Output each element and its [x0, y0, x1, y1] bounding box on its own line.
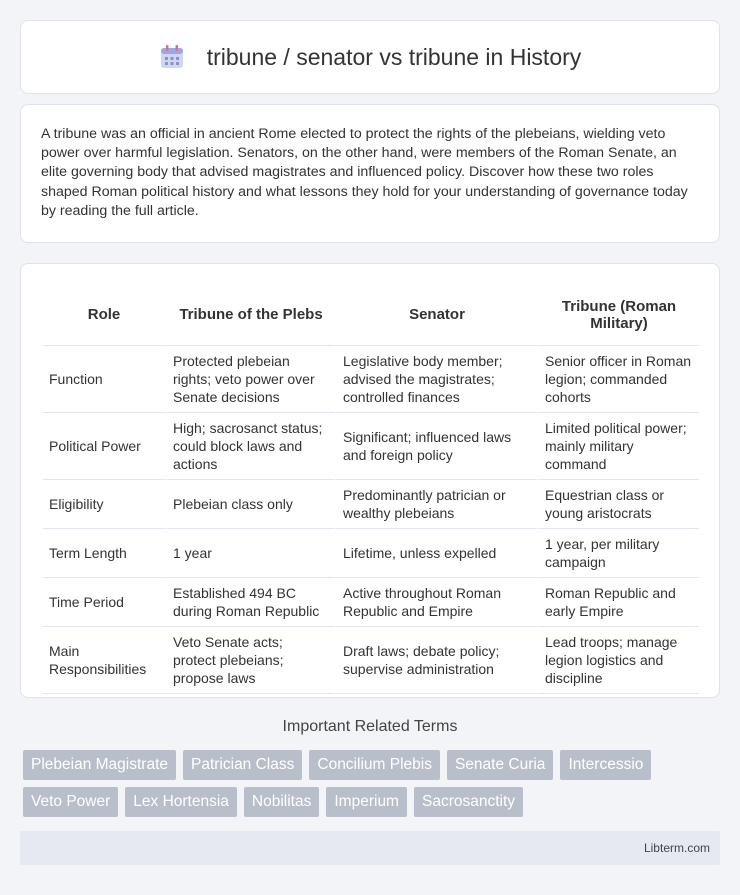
table-row [43, 627, 699, 694]
column-header: Role [43, 284, 165, 346]
related-term-tag[interactable]: Patrician Class [183, 750, 302, 780]
row-label: Time Period [43, 578, 165, 627]
footer [20, 831, 720, 865]
related-term-tag[interactable]: Plebeian Magistrate [23, 750, 176, 780]
table-cell: Equestrian class or young aristocrats [537, 480, 699, 529]
related-term-tag[interactable]: Concilium Plebis [309, 750, 440, 780]
page-title: tribune / senator vs tribune in History [206, 43, 582, 70]
table-cell: Lead troops; manage legion logistics and discipline [537, 627, 699, 694]
table-row [43, 529, 699, 578]
related-term-tag[interactable]: Imperium [326, 787, 407, 817]
column-header: Senator [335, 284, 537, 346]
comparison-table-card [20, 263, 720, 698]
table-cell: Limited political power; mainly military command [537, 413, 699, 480]
table-cell: Protected plebeian rights; veto power over Senate decisions [165, 346, 335, 413]
table-cell: Roman Republic and early Empire [537, 578, 699, 627]
table-cell: Legislative body member; advised the magistrates; controlled finances [335, 346, 537, 413]
table-row [43, 480, 699, 529]
column-header: Tribune (Roman Military) [537, 284, 699, 346]
table-cell: Established 494 BC during Roman Republic [165, 578, 335, 627]
table-cell: Lifetime, unless expelled [335, 529, 537, 578]
related-term-tag[interactable]: Sacrosanctity [414, 787, 523, 817]
row-label: Political Power [43, 413, 165, 480]
table-header-row [43, 284, 699, 346]
related-term-tag[interactable]: Veto Power [23, 787, 118, 817]
related-terms-title: Important Related Terms [282, 718, 458, 735]
table-cell: Active throughout Roman Republic and Empire [335, 578, 537, 627]
table-row [43, 346, 699, 413]
table-cell: Predominantly patrician or wealthy plebeians [335, 480, 537, 529]
header-card [20, 20, 720, 94]
table-row [43, 578, 699, 627]
related-term-tag[interactable]: Nobilitas [244, 787, 319, 817]
table-cell: Plebeian class only [165, 480, 335, 529]
related-term-tag[interactable]: Senate Curia [447, 750, 553, 780]
table-row [43, 413, 699, 480]
table-cell: High; sacrosanct status; could block laws and actions [165, 413, 335, 480]
row-label: Function [43, 346, 165, 413]
related-term-tag[interactable]: Intercessio [560, 750, 651, 780]
intro-text: A tribune was an official in ancient Rome elected to protect the rights of the plebeians, wielding veto power over harmful legislation. Senators, on the other hand, were members of the Roman Senate, an elite governing body that advised magistrates and influenced policy. Discover how these two roles shaped Roman political history and what lessons they hold for your understanding of governance today by reading the full article. [41, 126, 688, 219]
table-cell: 1 year, per military campaign [537, 529, 699, 578]
related-term-tag[interactable]: Lex Hortensia [125, 787, 237, 817]
table-cell: Veto Senate acts; protect plebeians; propose laws [165, 627, 335, 694]
row-label: Eligibility [43, 480, 165, 529]
table-cell: Senior officer in Roman legion; commanded cohorts [537, 346, 699, 413]
comparison-table [43, 284, 699, 694]
row-label: Main Responsibilities [43, 627, 165, 694]
column-header: Tribune of the Plebs [165, 284, 335, 346]
row-label: Term Length [43, 529, 165, 578]
table-cell: Draft laws; debate policy; supervise administration [335, 627, 537, 694]
table-cell: Significant; influenced laws and foreign policy [335, 413, 537, 480]
footer-brand-link[interactable]: Libterm.com [643, 841, 710, 855]
table-cell: 1 year [165, 529, 335, 578]
intro-card [20, 104, 720, 243]
calendar-icon [159, 44, 185, 70]
related-terms-list [23, 750, 723, 817]
